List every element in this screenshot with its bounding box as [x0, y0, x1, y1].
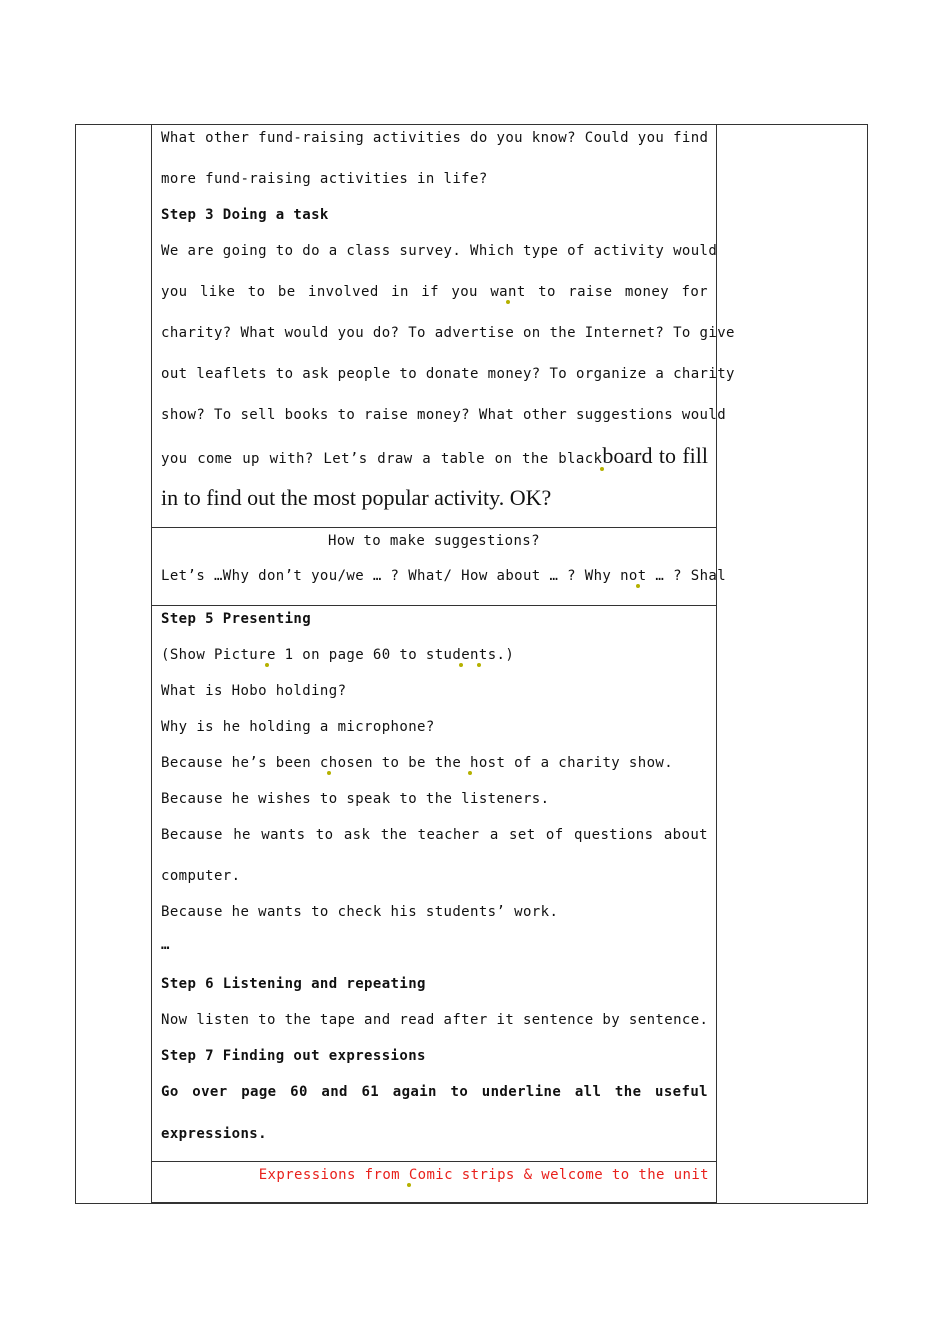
expressions-heading: Expressions from Comic strips & welcome to the unit [259, 1167, 709, 1187]
text-line: in to find out the most popular activity. OK? [161, 485, 552, 510]
text-line: computer. [161, 868, 241, 884]
step-heading: Step 3 Doing a task [161, 207, 329, 223]
section-heading: How to make suggestions? [328, 533, 540, 549]
text-line: you come up with? Let’s draw a table on the blackboard to fill [161, 443, 708, 471]
text-line: We are going to do a class survey. Which type of activity would [161, 243, 718, 259]
text-line: Let’s …Why don’t you/we … ? What/ How about … ? Why not … ? Shal [161, 568, 726, 588]
text-line: What other fund-raising activities do you know? Could you find [161, 130, 709, 146]
step-heading: Step 6 Listening and repeating [161, 976, 426, 992]
text-line: show? To sell books to raise money? What other suggestions would [161, 407, 727, 423]
text-line: expressions. [161, 1126, 267, 1142]
text-line: (Show Picture 1 on page 60 to students.) [161, 647, 514, 667]
text-line: Why is he holding a microphone? [161, 719, 435, 735]
text-line: more fund-raising activities in life? [161, 171, 488, 187]
text-line: Because he’s been chosen to be the host of a charity show. [161, 755, 673, 775]
step-heading: Step 7 Finding out expressions [161, 1048, 426, 1064]
column-divider-right [716, 125, 717, 1203]
text-line: Go over page 60 and 61 again to underline all the useful [161, 1084, 708, 1100]
row-divider-4 [151, 1202, 717, 1203]
text-line: Because he wants to ask the teacher a set of questions about [161, 827, 708, 843]
text-line: What is Hobo holding? [161, 683, 347, 699]
row-divider-1 [151, 527, 717, 528]
step-heading: Step 5 Presenting [161, 611, 312, 627]
lesson-plan-table [75, 124, 868, 1204]
text-line: Because he wants to check his students’ work. [161, 904, 559, 920]
column-divider-left [151, 125, 152, 1203]
text-line: charity? What would you do? To advertise on the Internet? To give [161, 325, 735, 341]
row-divider-2 [151, 605, 717, 606]
text-line: you like to be involved in if you want to raise money for [161, 284, 708, 304]
row-divider-3 [151, 1161, 717, 1162]
text-line: out leaflets to ask people to donate money? To organize a charity [161, 366, 735, 382]
text-line: Now listen to the tape and read after it sentence by sentence. [161, 1012, 709, 1028]
ellipsis: … [161, 937, 170, 953]
text-line: Because he wishes to speak to the listeners. [161, 791, 550, 807]
